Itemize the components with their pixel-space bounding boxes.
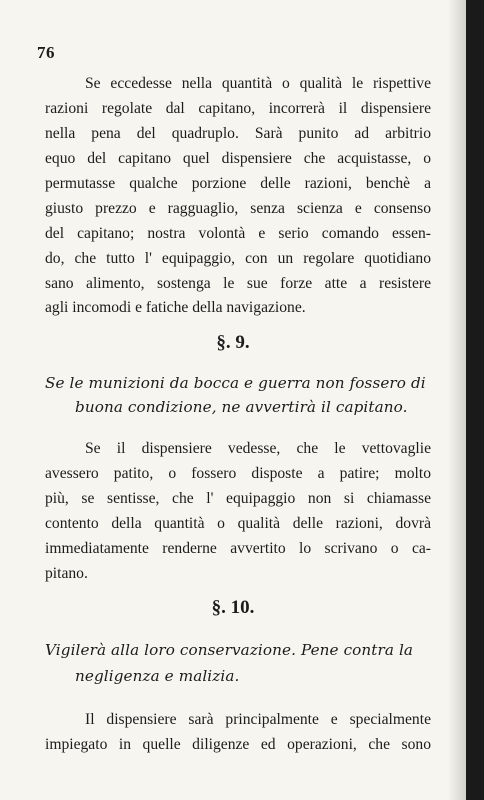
- paragraph-line: avessero patito, o fossero disposte a patire; molto: [45, 465, 431, 482]
- paragraph-line: agli incomodi e fatiche della navigazione.: [45, 299, 306, 316]
- paragraph-line: sano alimento, sostenga le sue forze atte a resistere: [45, 275, 431, 292]
- paragraph-line: Se il dispensiere vedesse, che le vettovaglie: [85, 440, 431, 457]
- paragraph-line: Il dispensiere sarà principalmente e specialmente: [85, 711, 431, 728]
- paragraph-line: giusto prezzo e ragguaglio, senza scienza e consenso: [45, 200, 431, 217]
- section-rubric: negligenza e malizia.: [75, 667, 240, 685]
- paragraph-line: equo del capitano quel dispensiere che acquistasse, o: [45, 150, 431, 167]
- section-heading: §. 10.: [211, 597, 255, 618]
- section-rubric: Vigilerà alla loro conservazione. Pene contra la: [45, 641, 414, 659]
- page-number: 76: [37, 43, 55, 62]
- page-edge-shadow: [448, 0, 466, 800]
- paragraph-line: Se eccedesse nella quantità o qualità le rispettive: [85, 75, 431, 92]
- section-rubric: buona condizione, ne avvertirà il capitano.: [75, 398, 408, 416]
- paragraph-line: impiegato in quelle diligenze ed operazioni, che sono: [45, 736, 431, 753]
- paragraph-line: immediatamente renderne avvertito lo scrivano o ca-: [45, 540, 431, 557]
- paragraph-line: razioni regolate dal capitano, incorrerà il dispensiere: [45, 100, 431, 117]
- paragraph-line: contento della quantità o qualità delle razioni, dovrà: [45, 515, 431, 532]
- paragraph-line: do, che tutto l' equipaggio, con un regolare quotidiano: [45, 250, 431, 267]
- section-heading: §. 9.: [216, 332, 250, 353]
- paragraph-line: nella pena del quadruplo. Sarà punito ad arbitrio: [45, 125, 431, 142]
- paragraph-line: del capitano; nostra volontà e serio comando essen-: [45, 225, 431, 242]
- paragraph-line: più, se sentisse, che l' equipaggio non si chiamasse: [45, 490, 431, 507]
- section-rubric: Se le munizioni da bocca e guerra non fossero di: [45, 374, 426, 392]
- paragraph-line: pitano.: [45, 565, 88, 582]
- paragraph-line: permutasse qualche porzione delle razioni, benchè a: [45, 175, 431, 192]
